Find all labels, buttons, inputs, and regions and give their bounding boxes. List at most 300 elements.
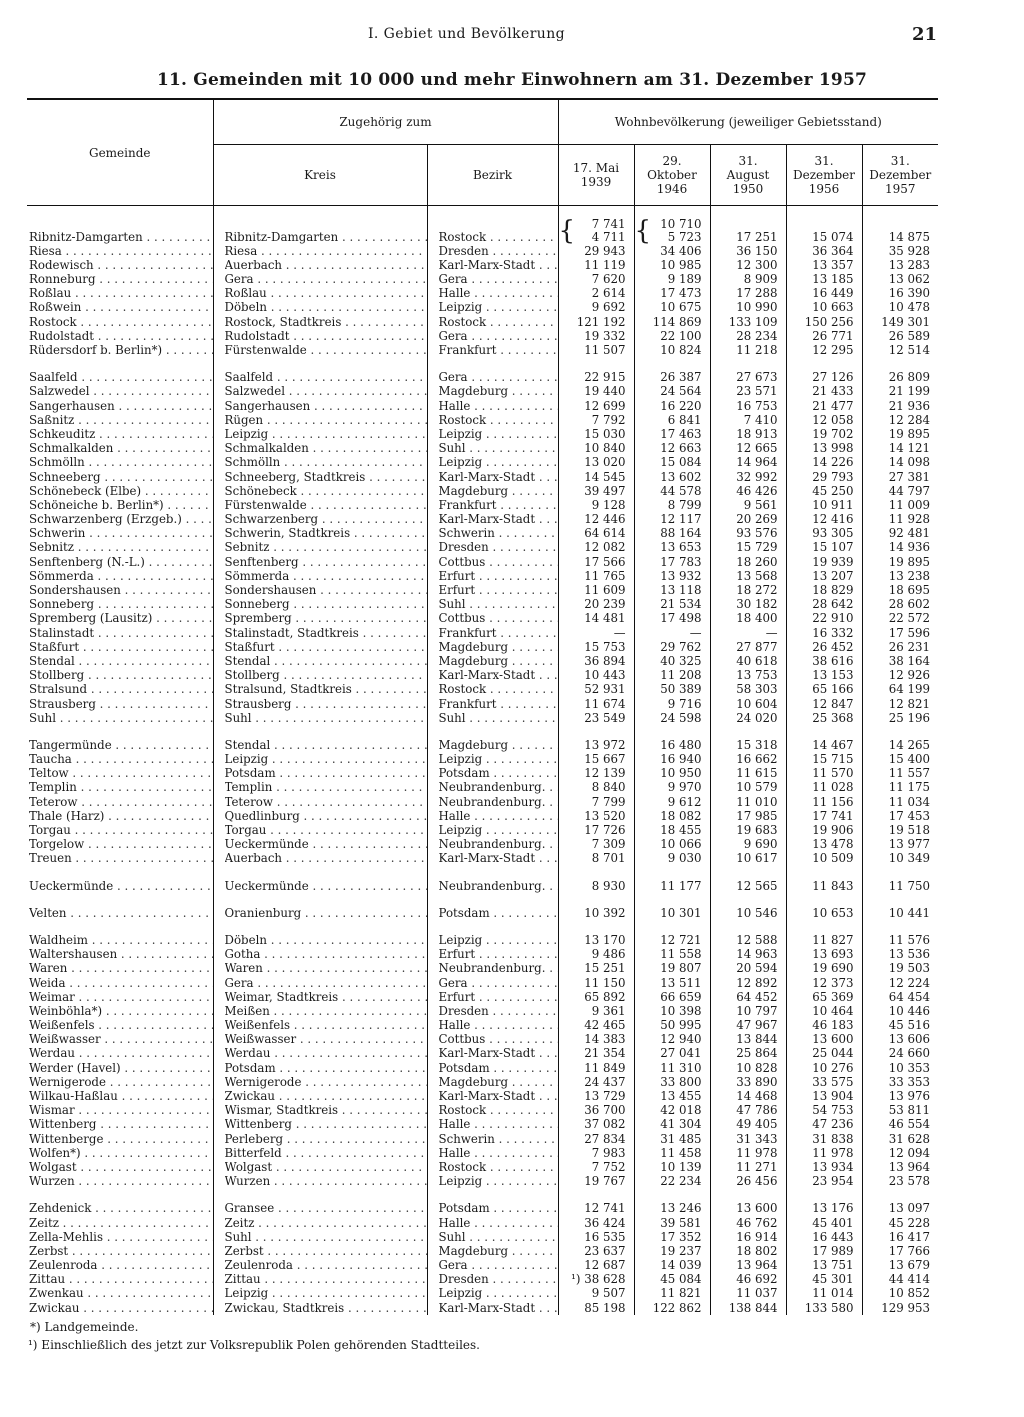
population-value: 12 139	[584, 766, 626, 781]
gemeinde-cell	[27, 1018, 213, 1032]
population-value: 14 481	[584, 611, 626, 626]
population-cell-5	[862, 315, 938, 329]
population-value: 25 196	[888, 711, 931, 725]
population-cell-2	[634, 456, 710, 470]
kreis-cell	[213, 1258, 427, 1272]
population-cell-5	[862, 1104, 938, 1118]
population-cell-2	[634, 990, 710, 1004]
population-cell-1	[558, 1047, 634, 1061]
population-cell-2	[634, 555, 710, 569]
population-value: 46 692	[736, 1272, 778, 1287]
spacer-cell	[634, 1189, 710, 1202]
kreis-cell	[213, 962, 427, 976]
kreis-cell-text: Schönebeck . . .	[225, 485, 427, 499]
table-row	[27, 1273, 938, 1287]
population-value: 16 390	[888, 286, 931, 301]
section-label: I. Gebiet und Bevölkerung	[368, 26, 565, 42]
gemeinde-cell-text: Treuen . . .	[29, 852, 213, 866]
population-value: 29 943	[584, 244, 626, 258]
population-cell-2	[634, 879, 710, 893]
gemeinde-cell-text: Waltershausen . . .	[29, 948, 213, 962]
population-value: 17 989	[812, 1244, 854, 1258]
population-cell-1	[558, 1075, 634, 1089]
spacer-cell	[786, 1189, 862, 1202]
spacer-cell	[427, 358, 558, 371]
population-value: 9 507	[591, 1286, 626, 1301]
population-cell-5	[862, 427, 938, 441]
population-value: 11 010	[736, 794, 778, 809]
bezirk-cell-text: Frankfurt . . .	[439, 499, 558, 513]
population-cell-5	[862, 441, 938, 455]
population-value: 46 183	[812, 1018, 854, 1033]
population-cell-4	[786, 752, 862, 766]
population-value: 114 869	[652, 314, 702, 329]
population-cell-4	[786, 906, 862, 920]
bezirk-cell	[427, 385, 558, 399]
gemeinde-cell	[27, 976, 213, 990]
population-cell-4	[786, 1089, 862, 1103]
bezirk-cell-text: Erfurt . . .	[439, 991, 558, 1005]
table-row	[27, 1301, 938, 1315]
population-value: 7 309	[591, 837, 626, 852]
population-value: 9 970	[667, 780, 702, 795]
bezirk-cell-text: Neubrandenburg. . . .	[439, 796, 558, 810]
population-value: 40 618	[736, 654, 778, 668]
bezirk-cell	[427, 823, 558, 837]
population-cell-3	[710, 1146, 786, 1160]
population-value: 15 400	[888, 752, 931, 767]
population-value: 93 576	[736, 526, 778, 541]
kreis-cell-text: Sondershausen . . .	[225, 584, 427, 598]
kreis-cell	[213, 1004, 427, 1018]
table-row	[27, 1160, 938, 1174]
population-value: 13 653	[660, 540, 702, 555]
population-cell-4	[786, 244, 862, 258]
population-value: 16 220	[660, 398, 702, 413]
table-row	[27, 258, 938, 272]
kreis-cell	[213, 598, 427, 612]
population-cell-5	[862, 683, 938, 697]
population-cell-5	[862, 385, 938, 399]
bezirk-cell-text: Rostock . . .	[439, 316, 558, 330]
population-cell-1	[558, 1118, 634, 1132]
population-cell-3	[710, 1018, 786, 1032]
spacer-cell	[213, 358, 427, 371]
population-cell-1	[558, 906, 634, 920]
kreis-cell	[213, 1118, 427, 1132]
population-value: 10 579	[736, 780, 778, 795]
bezirk-cell	[427, 879, 558, 893]
population-cell-3	[710, 976, 786, 990]
population-value: 45 250	[812, 484, 854, 498]
population-cell-2	[634, 823, 710, 837]
kreis-cell	[213, 470, 427, 484]
population-cell-2	[634, 1301, 710, 1315]
population-value: 11 037	[736, 1286, 778, 1301]
bezirk-cell	[427, 1018, 558, 1032]
population-cell-2	[634, 287, 710, 301]
population-cell-2	[634, 272, 710, 286]
population-value: 39 581	[660, 1215, 702, 1230]
population-cell-1	[558, 1301, 634, 1315]
spacer-cell	[27, 358, 213, 371]
population-cell-2	[634, 315, 710, 329]
population-value: 17 463	[660, 427, 702, 441]
footnote-polen: ¹) Einschließlich des jetzt zur Volksrepublik Polen gehörenden Stadtteiles.	[28, 1338, 480, 1352]
kreis-cell	[213, 1287, 427, 1301]
spacer-cell	[427, 920, 558, 933]
population-value: 13 153	[812, 668, 854, 683]
population-value: 19 690	[812, 961, 854, 976]
population-value: 11 928	[888, 512, 931, 527]
kreis-cell	[213, 371, 427, 385]
population-cell-4	[786, 976, 862, 990]
population-cell-5	[862, 287, 938, 301]
bezirk-cell	[427, 711, 558, 725]
population-value: 15 251	[584, 961, 626, 976]
spacer-cell	[786, 725, 862, 738]
population-value: 45 516	[888, 1018, 931, 1033]
kreis-cell	[213, 441, 427, 455]
population-cell-1	[558, 498, 634, 512]
table-row	[27, 598, 938, 612]
population-value: 13 932	[660, 569, 702, 583]
population-value: 14 098	[888, 455, 931, 470]
population-cell-1	[558, 541, 634, 555]
gemeinde-cell	[27, 852, 213, 866]
gemeinde-cell-text: Sömmerda . . .	[29, 570, 213, 584]
population-cell-5	[862, 1018, 938, 1032]
population-cell-2	[634, 962, 710, 976]
table-row	[27, 399, 938, 413]
population-cell-1	[558, 1061, 634, 1075]
gemeinde-cell-text: Zittau . . .	[29, 1273, 213, 1287]
bezirk-cell-text: Cottbus . . .	[439, 612, 558, 626]
gemeinde-cell	[27, 1118, 213, 1132]
population-cell-3	[710, 1089, 786, 1103]
gemeinde-cell	[27, 612, 213, 626]
bezirk-cell-text: Suhl . . .	[439, 712, 558, 726]
population-value: 14 383	[584, 1032, 626, 1047]
population-value: 19 518	[888, 823, 931, 837]
population-cell-1	[558, 258, 634, 272]
population-cell-5	[862, 933, 938, 947]
population-value: 10 663	[812, 300, 854, 315]
population-value: 21 199	[888, 384, 931, 399]
population-cell-4	[786, 385, 862, 399]
population-cell-4	[786, 258, 862, 272]
population-cell-2	[634, 1174, 710, 1188]
population-value: 17 985	[736, 809, 778, 823]
kreis-cell	[213, 206, 427, 245]
population-value: 11 119	[584, 258, 626, 272]
population-cell-2	[634, 512, 710, 526]
population-cell-4	[786, 1258, 862, 1272]
gemeinde-cell-text: Teterow . . .	[29, 796, 213, 810]
population-value: 26 771	[812, 329, 854, 343]
population-value: 13 020	[584, 455, 626, 470]
population-value: 14 468	[736, 1089, 778, 1103]
population-cell-3	[710, 470, 786, 484]
gemeinde-cell-text: Sangerhausen . . .	[29, 400, 213, 414]
population-cell-3	[710, 427, 786, 441]
population-value: 13 176	[812, 1201, 854, 1216]
population-cell-2	[634, 1216, 710, 1230]
kreis-cell	[213, 541, 427, 555]
population-cell-3	[710, 906, 786, 920]
population-value: 39 497	[584, 484, 626, 498]
population-cell-3	[710, 654, 786, 668]
population-value: 12 082	[584, 540, 626, 555]
gemeinde-cell	[27, 1089, 213, 1103]
population-value: 10 546	[736, 906, 778, 920]
bezirk-cell	[427, 1273, 558, 1287]
kreis-cell-text: Senftenberg . . .	[225, 556, 427, 570]
population-cell-2	[634, 795, 710, 809]
table-row	[27, 1061, 938, 1075]
population-value: 66 659	[660, 990, 702, 1004]
spacer-cell	[27, 725, 213, 738]
population-value: 19 807	[660, 961, 702, 976]
population-cell-4	[786, 484, 862, 498]
table-row	[27, 1018, 938, 1032]
population-cell-2	[634, 1160, 710, 1174]
population-value: 26 452	[812, 640, 854, 654]
population-value: 18 802	[736, 1244, 778, 1258]
population-cell-1	[558, 1033, 634, 1047]
gemeinde-cell	[27, 752, 213, 766]
bezirk-cell	[427, 441, 558, 455]
population-cell-1	[558, 683, 634, 697]
population-value: 65 892	[584, 990, 626, 1004]
population-cell-3	[710, 1047, 786, 1061]
population-value: 11 150	[584, 975, 626, 990]
population-value: 129 953	[881, 1300, 931, 1315]
spacer-cell	[862, 725, 938, 738]
population-cell-1	[558, 1089, 634, 1103]
spacer-cell	[27, 1189, 213, 1202]
population-cell-3	[710, 1273, 786, 1287]
kreis-cell-text: Zerbst . . .	[225, 1245, 427, 1259]
spacer-cell	[862, 1189, 938, 1202]
population-cell-2	[634, 301, 710, 315]
bezirk-cell	[427, 906, 558, 920]
gemeinde-cell-text: Zwenkau . . .	[29, 1287, 213, 1301]
bezirk-cell	[427, 1216, 558, 1230]
population-cell-3	[710, 343, 786, 357]
population-cell-4	[786, 287, 862, 301]
population-value: 8 799	[667, 498, 702, 512]
table-row	[27, 1118, 938, 1132]
population-value: 58 303	[736, 682, 778, 697]
gemeinde-cell-text: Riesa . . .	[29, 245, 213, 259]
population-cell-4	[786, 301, 862, 315]
kreis-cell-text: Ueckermünde . . .	[225, 838, 427, 852]
kreis-cell	[213, 612, 427, 626]
population-value: 16 662	[736, 752, 778, 767]
bezirk-cell	[427, 470, 558, 484]
population-value: 42 465	[584, 1018, 626, 1033]
kreis-cell-text: Schwerin, Stadtkreis . . .	[225, 527, 427, 541]
population-value: 23 637	[584, 1244, 626, 1258]
gemeinde-cell	[27, 385, 213, 399]
population-value: 11 507	[584, 343, 626, 357]
population-value: 19 767	[584, 1174, 626, 1189]
population-cell-5	[862, 962, 938, 976]
kreis-cell	[213, 823, 427, 837]
population-value: 11 208	[660, 668, 702, 683]
kreis-cell-text: Weimar, Stadtkreis . . .	[225, 991, 427, 1005]
population-cell-5	[862, 879, 938, 893]
population-value: 150 256	[804, 314, 854, 329]
gemeinde-cell	[27, 697, 213, 711]
population-value: 10 349	[888, 851, 931, 866]
population-cell-4	[786, 1230, 862, 1244]
population-value: 9 128	[591, 498, 626, 512]
population-value: 27 381	[888, 469, 931, 484]
gemeinde-cell	[27, 1230, 213, 1244]
population-cell-3	[710, 598, 786, 612]
bezirk-cell-text: Frankfurt . . .	[439, 627, 558, 641]
table-row	[27, 697, 938, 711]
population-cell-4	[786, 1132, 862, 1146]
population-cell-1	[558, 1004, 634, 1018]
population-cell-3	[710, 527, 786, 541]
population-value: 11 177	[660, 878, 702, 893]
population-value: 52 931	[584, 682, 626, 697]
bezirk-cell	[427, 654, 558, 668]
bezirk-cell-text: Leipzig . . .	[439, 301, 558, 315]
population-cell-5	[862, 258, 938, 272]
population-value: 10 824	[660, 343, 702, 357]
population-cell-1	[558, 612, 634, 626]
population-cell-3	[710, 1230, 786, 1244]
gemeinde-cell-text: Wismar . . .	[29, 1104, 213, 1118]
population-value: 15 729	[736, 540, 778, 555]
population-value: 10 139	[660, 1160, 702, 1174]
population-cell-5	[862, 1089, 938, 1103]
kreis-cell	[213, 244, 427, 258]
bezirk-cell-text: Dresden . . .	[439, 245, 558, 259]
population-value: 15 030	[584, 427, 626, 441]
population-value: 64 454	[888, 990, 931, 1004]
population-cell-5	[862, 1047, 938, 1061]
gemeinde-cell	[27, 498, 213, 512]
gemeinde-cell	[27, 1216, 213, 1230]
gemeinde-cell-text: Sonneberg . . .	[29, 598, 213, 612]
kreis-cell	[213, 852, 427, 866]
gemeinde-cell-text: Rudolstadt . . .	[29, 330, 213, 344]
kreis-cell	[213, 640, 427, 654]
population-cell-1	[558, 654, 634, 668]
kreis-cell	[213, 668, 427, 682]
population-value: 133 109	[728, 314, 778, 329]
population-value: 15 084	[660, 455, 702, 470]
population-cell-3	[710, 498, 786, 512]
population-cell-4	[786, 879, 862, 893]
bezirk-cell-text: Suhl . . .	[439, 442, 558, 456]
population-value: 19 237	[660, 1244, 702, 1258]
kreis-cell-text: Stendal . . .	[225, 655, 427, 669]
population-cell-4	[786, 206, 862, 245]
bezirk-cell-text: Leipzig . . .	[439, 824, 558, 838]
population-value: 16 914	[736, 1230, 778, 1244]
kreis-cell-text: Wernigerode . . .	[225, 1076, 427, 1090]
population-value: 64 452	[736, 990, 778, 1004]
population-cell-1	[558, 1216, 634, 1230]
population-value: 10 653	[812, 906, 854, 920]
population-cell-1	[558, 626, 634, 640]
population-value: 19 895	[888, 427, 931, 441]
population-value: 12 847	[812, 696, 854, 711]
population-value-part: 4 711	[591, 230, 626, 244]
population-value: 10 852	[888, 1286, 931, 1301]
header-kreis: Kreis	[213, 145, 427, 206]
bezirk-cell	[427, 583, 558, 597]
population-value-part: 5 723	[667, 230, 702, 244]
bezirk-cell-text: Cottbus . . .	[439, 1033, 558, 1047]
population-value: 13 998	[812, 441, 854, 456]
population-value: 23 549	[584, 711, 626, 725]
kreis-cell	[213, 456, 427, 470]
gemeinde-cell-text: Stralsund . . .	[29, 683, 213, 697]
population-value: 122 862	[652, 1300, 702, 1315]
population-value: 17 726	[584, 823, 626, 837]
bezirk-cell-text: Neubrandenburg. . . .	[439, 838, 558, 852]
population-cell-3	[710, 555, 786, 569]
gemeinde-cell-text: Ronneburg . . .	[29, 273, 213, 287]
population-value: 23 571	[736, 384, 778, 399]
bezirk-cell	[427, 1258, 558, 1272]
population-cell-4	[786, 1202, 862, 1216]
population-cell-4	[786, 371, 862, 385]
population-value: 18 260	[736, 554, 778, 569]
kreis-cell	[213, 947, 427, 961]
population-value: 16 443	[812, 1230, 854, 1244]
population-value: 21 433	[812, 384, 854, 399]
bezirk-cell	[427, 1118, 558, 1132]
gemeinde-cell	[27, 244, 213, 258]
table-row	[27, 1004, 938, 1018]
gemeinde-cell-text: Torgelow . . .	[29, 838, 213, 852]
population-cell-1	[558, 947, 634, 961]
population-cell-4	[786, 640, 862, 654]
population-value: 47 786	[736, 1103, 778, 1118]
kreis-cell	[213, 569, 427, 583]
population-value: 13 207	[812, 569, 854, 583]
kreis-cell	[213, 1075, 427, 1089]
kreis-cell	[213, 1230, 427, 1244]
gemeinde-cell	[27, 990, 213, 1004]
population-cell-4	[786, 1033, 862, 1047]
population-cell-3	[710, 441, 786, 455]
gemeinde-cell-text: Ueckermünde . . .	[29, 880, 213, 894]
kreis-cell-text: Ribnitz-Damgarten . . .	[225, 231, 427, 245]
gemeinde-cell	[27, 906, 213, 920]
spacer-cell	[634, 725, 710, 738]
population-value: 53 811	[888, 1103, 931, 1118]
gemeinde-cell	[27, 315, 213, 329]
spacer-cell	[427, 866, 558, 879]
population-cell-3	[710, 1132, 786, 1146]
bezirk-cell	[427, 371, 558, 385]
table-row	[27, 1244, 938, 1258]
table-row	[27, 781, 938, 795]
population-value: 11 827	[812, 933, 854, 947]
kreis-cell	[213, 738, 427, 752]
population-cell-3	[710, 206, 786, 245]
population-cell-3	[710, 947, 786, 961]
